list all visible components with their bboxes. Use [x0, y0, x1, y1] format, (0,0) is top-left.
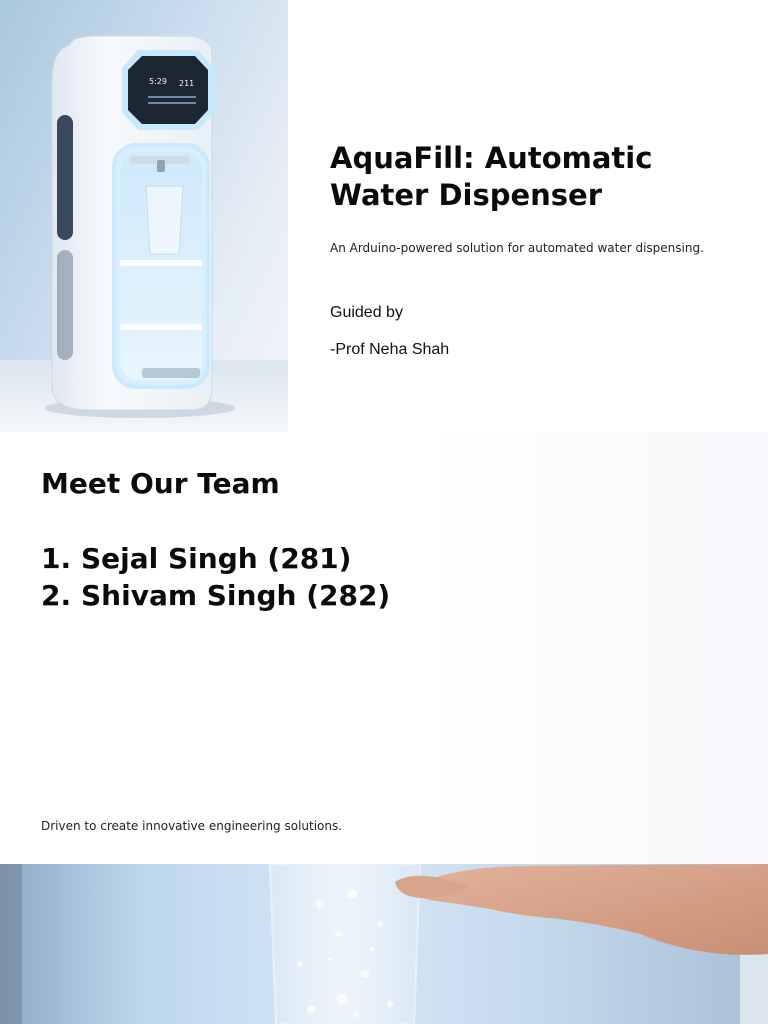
guide-name: -Prof Neha Shah — [330, 341, 450, 358]
presentation-subtitle: An Arduino-powered solution for automated water dispensing. — [330, 241, 704, 255]
hand-filling-glass-image — [0, 864, 768, 1024]
team-member-name: Shivam Singh (282) — [81, 579, 391, 612]
screen-value-text: 211 — [179, 79, 195, 88]
team-heading: Meet Our Team — [41, 467, 280, 500]
presentation-title: AquaFill: Automatic Water Dispenser — [330, 141, 653, 212]
team-member-item — [41, 540, 390, 577]
team-member-number: 2. — [41, 579, 72, 612]
title-slide — [0, 0, 768, 432]
guided-by-label: Guided by — [330, 304, 403, 321]
team-member-number: 1. — [41, 542, 72, 575]
team-slide — [0, 432, 768, 864]
water-dispenser-image — [0, 0, 288, 432]
team-tagline: Driven to create innovative engineering solutions. — [41, 819, 343, 833]
screen-time-text: 5:29 — [149, 77, 167, 86]
team-member-name: Sejal Singh (281) — [81, 542, 352, 575]
photo-slide — [0, 864, 768, 1024]
team-member-item — [41, 577, 390, 614]
team-member-list — [41, 540, 390, 614]
